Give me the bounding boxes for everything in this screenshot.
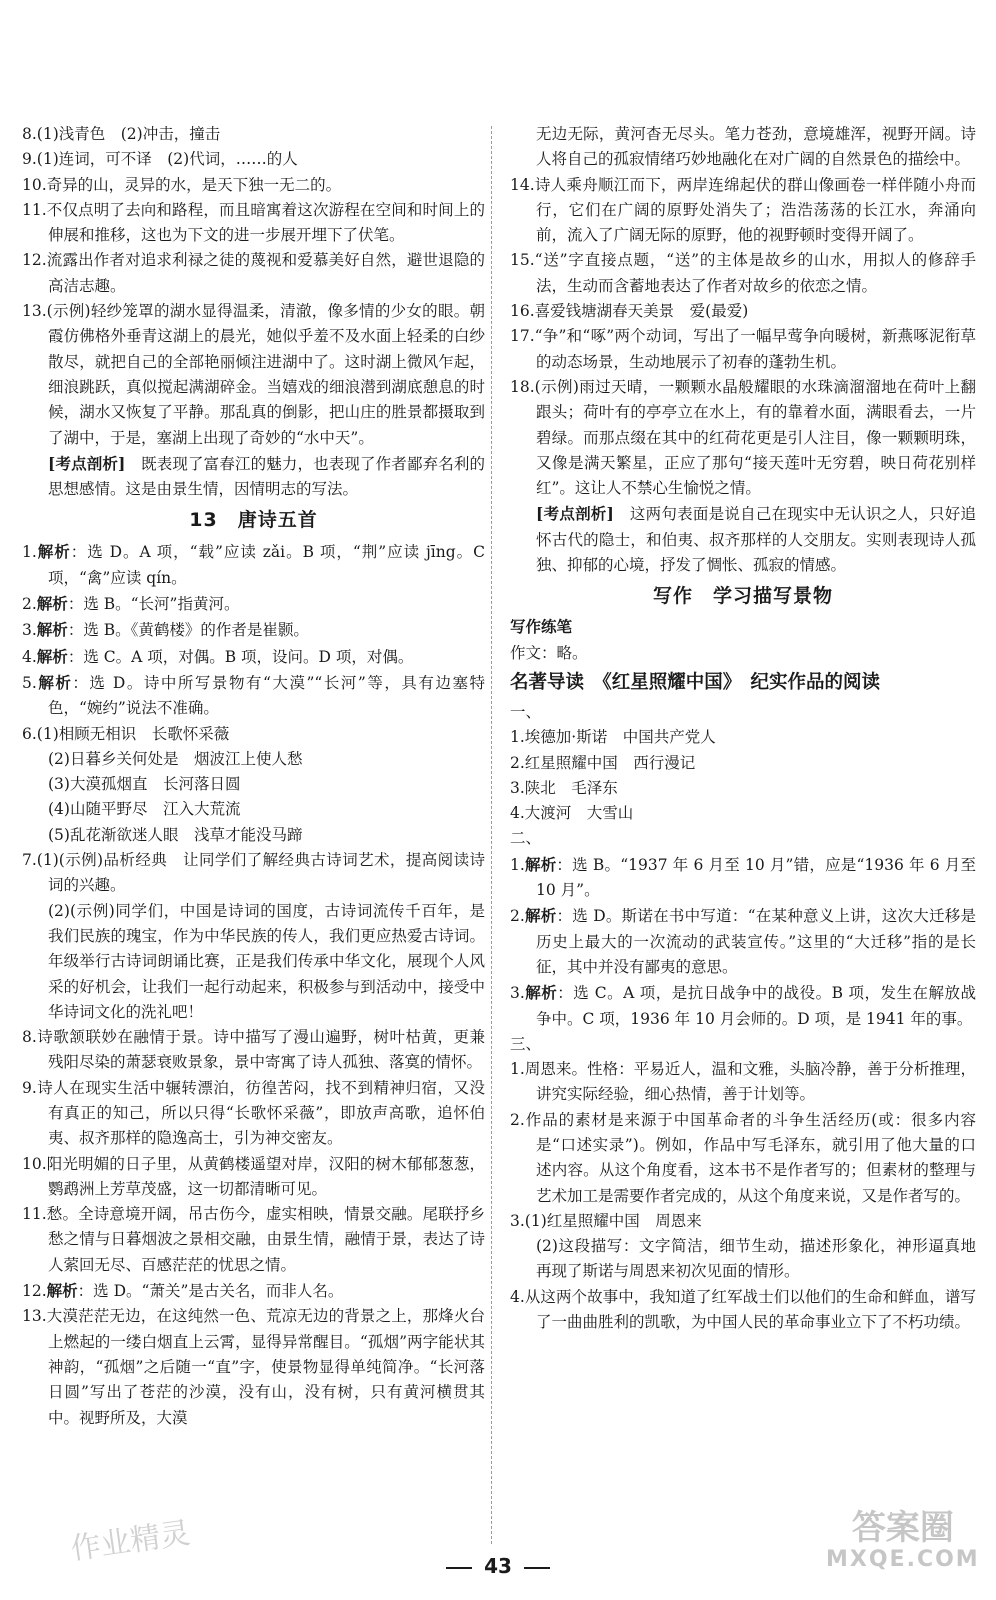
jiexi-label: 解析 bbox=[36, 620, 68, 640]
answer-item: 18.(示例)雨过天晴，一颗颗水晶般耀眼的水珠滴溜溜地在荷叶上翻跟头；荷叶有的亭亭立在水上，有的靠着水面，满眼看去，一片碧绿。而那点缀在其中的红荷花更是引人注目，像一颗颗明珠，又像是满天繁星，正应了那句“接天莲叶无穷碧，映日荷花别样红”。这让人不禁心生愉悦之情。 bbox=[510, 377, 976, 498]
item-text: ：选 D。“萧关”是古关名，而非人名。 bbox=[77, 1282, 344, 1301]
analysis-note bbox=[22, 451, 485, 503]
answer-item: 16.喜爱钱塘湖春天美景 爱(最爱) bbox=[510, 302, 749, 321]
answer-item: 2.红星照耀中国 西行漫记 bbox=[510, 753, 696, 772]
part-heading: 一、 bbox=[510, 702, 542, 721]
item-number: 2. bbox=[22, 595, 37, 614]
answer-item: 17.“争”和“啄”两个动词，写出了一幅早莺争向暖树，新燕啄泥衔草的动态场景，生动地展示了初春的蓬勃生机。 bbox=[510, 327, 976, 371]
analysis-label: [考点剖析] bbox=[48, 453, 126, 473]
section-title: 13 唐诗五首 bbox=[189, 509, 318, 532]
answer-item: 6.(1)相顾无相识 长歌怀采薇 bbox=[22, 724, 230, 743]
answer-subitem: (3)大漠孤烟直 长河落日圆 bbox=[48, 775, 241, 794]
item-number: 4. bbox=[22, 647, 37, 666]
item-text: ：选 D。诗中所写景物有“大漠”“长河”等，具有边塞特色，“婉约”说法不准确。 bbox=[48, 673, 485, 718]
answer-item: 3.陕北 毛泽东 bbox=[510, 778, 618, 797]
answer-item: 1.埃德加·斯诺 中国共产党人 bbox=[510, 728, 716, 747]
answer-item: 12.流露出作者对追求利禄之徒的蔑视和爱慕美好自然，避世退隐的高洁志趣。 bbox=[22, 251, 485, 295]
watermark-logo-url: MXQE.COM bbox=[826, 1547, 980, 1572]
answer-item: 11.不仅点明了去向和路程，而且暗寓着这次游程在空间和时间上的伸展和推移，这也为下文的进一步展开埋下了伏笔。 bbox=[22, 200, 485, 245]
answer-item: 8.诗歌颔联妙在融情于景。诗中描写了漫山遍野，树叶枯黄，更兼残阳尽染的萧瑟衰败景象，景中寄寓了诗人孤独、落寞的情怀。 bbox=[22, 1028, 485, 1072]
jiexi-label: 解析 bbox=[524, 983, 558, 1003]
answer-item: 10.奇异的山，灵异的水，是天下独一无二的。 bbox=[22, 175, 342, 194]
answer-item: 2.作品的素材是来源于中国革命者的斗争生活经历(或：很多内容是“口述实录”)。例如，作品中写毛泽东，就引用了他大量的口述内容。从这个角度看，这本书不是作者写的；但素材的整理与艺术加工是需要作者完成的，从这个角度来说，又是作者写的。 bbox=[510, 1110, 976, 1205]
answer-item: 作文：略。 bbox=[510, 643, 588, 662]
analysis-label: [考点剖析] bbox=[536, 504, 614, 524]
item-text: ：选 B。《黄鹤楼》的作者是崔颢。 bbox=[67, 621, 309, 640]
part-heading: 二、 bbox=[510, 829, 542, 848]
answer-item: 13.(示例)轻纱笼罩的湖水显得温柔，清澈，像多情的少女的眼。朝霞仿佛格外垂青这湖上的晨光，她似乎羞不及水面上轻柔的白纱散尽，就把自己的全部艳丽倾注进湖中了。这时湖上微风乍起，细浪跳跃，真似搅起满湖碎金。当嬉戏的细浪潜到湖底憩息的时候，湖水又恢复了平静。那乱真的倒影，把山庄的胜景都摄取到了湖中，于是，塞湖上出现了奇妙的“水中天”。 bbox=[22, 302, 485, 447]
item-text: ：选 B。“长河”指黄河。 bbox=[67, 595, 240, 614]
item-text: ：选 C。A 项，对偶。B 项，设问。D 项，对偶。 bbox=[67, 647, 414, 666]
page-number-dash bbox=[524, 1567, 550, 1569]
left-column bbox=[22, 122, 485, 1431]
jiexi-label: 解析 bbox=[36, 672, 73, 692]
page-number-dash bbox=[446, 1567, 472, 1569]
item-text: ：选 C。A 项，是抗日战争中的战役。B 项，发生在解放战争中。C 项，1936 年 10 月会师的。D 项，是 1941 年的事。 bbox=[536, 984, 976, 1028]
part-heading: 三、 bbox=[510, 1034, 542, 1053]
answer-item bbox=[510, 852, 976, 904]
answer-item bbox=[510, 980, 976, 1032]
answer-subitem: (5)乱花渐欲迷人眼 浅草才能没马蹄 bbox=[48, 825, 303, 844]
watermark-logo bbox=[826, 1508, 980, 1572]
item-number: 2. bbox=[510, 907, 525, 926]
right-column bbox=[510, 122, 976, 1335]
jiexi-label: 解析 bbox=[36, 594, 68, 614]
answer-item bbox=[22, 1278, 485, 1304]
answer-item: 10.阳光明媚的日子里，从黄鹤楼遥望对岸，汉阳的树木郁郁葱葱，鹦鹉洲上芳草茂盛，这一切都清晰可见。 bbox=[22, 1154, 485, 1198]
watermark-left: 作业精灵 bbox=[68, 1515, 193, 1568]
answer-item: 9.诗人在现实生活中辗转漂泊，彷徨苦闷，找不到精神归宿，又没有真正的知己，所以只得“长歌怀采薇”，即放声高歌，追怀伯夷、叔齐那样的隐逸高士，引为神交密友。 bbox=[22, 1078, 485, 1148]
answer-item: 1.周恩来。性格：平易近人，温和文雅，头脑冷静，善于分析推理，讲究实际经验，细心热情，善于计划等。 bbox=[510, 1060, 976, 1104]
answer-item: 3.(1)红星照耀中国 周恩来 bbox=[510, 1211, 702, 1230]
answer-subitem: (2)日暮乡关何处是 烟波江上使人愁 bbox=[48, 749, 303, 768]
item-number: 3. bbox=[22, 621, 37, 640]
answer-item: 8.(1)浅青色 (2)冲击，撞击 bbox=[22, 125, 221, 143]
answer-item: 9.(1)连词，可不译 (2)代词，……的人 bbox=[22, 150, 298, 169]
answer-item bbox=[22, 644, 485, 670]
analysis-note bbox=[510, 501, 976, 578]
watermark-logo-text: 答案圈 bbox=[851, 1508, 954, 1548]
answer-subitem: (2)这段描写：文字简洁，细节生动，描述形象化，神形逼真地再现了斯诺与周恩来初次见面的情形。 bbox=[536, 1237, 976, 1281]
jiexi-label: 解析 bbox=[524, 854, 557, 874]
item-number: 3. bbox=[510, 984, 525, 1003]
subsection-title: 写作练笔 bbox=[510, 618, 573, 637]
section-title: 写作 学习描写景物 bbox=[652, 585, 833, 608]
item-text: ：选 D。A 项，“载”应读 zǎi。B 项，“荆”应读 jīng。C 项，“禽”应读 qín。 bbox=[48, 543, 485, 587]
jiexi-label: 解析 bbox=[46, 1281, 78, 1301]
jiexi-label: 解析 bbox=[36, 542, 71, 562]
item-text: ：选 D。斯诺在书中写道：“在某种意义上讲，这次大迁移是历史上最大的一次流动的武装宣传。”这里的“大迁移”指的是长征，其中并没有鄙夷的意思。 bbox=[536, 907, 976, 976]
item-number: 1. bbox=[510, 855, 525, 874]
analysis-text: 既表现了富春江的魅力，也表现了作者鄙弃名利的思想感情。这是由景生情，因情明志的写法。 bbox=[48, 454, 485, 499]
item-number: 12. bbox=[22, 1282, 47, 1301]
answer-item: 15.“送”字直接点题，“送”的主体是故乡的山水，用拟人的修辞手法，生动而含蓄地表达了作者对故乡的依恋之情。 bbox=[510, 251, 976, 295]
answer-item: 7.(1)(示例)品析经典 让同学们了解经典古诗词艺术，提高阅读诗词的兴趣。 bbox=[22, 851, 485, 895]
item-number: 1. bbox=[22, 543, 37, 562]
answer-item: 11.愁。全诗意境开阔，吊古伤今，虚实相映，情景交融。尾联抒乡愁之情与日暮烟波之景相交融，由景生情，融情于景，表达了诗人萦回无尽、百感茫茫的忧思之情。 bbox=[22, 1205, 485, 1274]
answer-item: 4.从这两个故事中，我知道了红军战士们以他们的生命和鲜血，谱写了一曲曲胜利的凯歌，为中国人民的革命事业立下了不朽功绩。 bbox=[510, 1287, 976, 1332]
answer-item bbox=[22, 617, 485, 643]
column-divider bbox=[491, 126, 492, 1544]
item-text: ：选 B。“1937 年 6 月至 10 月”错，应是“1936 年 6 月至 10 月”。 bbox=[536, 855, 976, 900]
answer-subitem: (2)(示例)同学们，中国是诗词的国度，古诗词流传千百年，是我们民族的瑰宝，作为中华民族的传人，我们更应热爱古诗词。年级举行古诗词朗诵比赛，正是我们传承中华文化，展现个人风采的好机会，让我们一起行动起来，积极参与到活动中，接受中华诗词文化的洗礼吧！ bbox=[48, 901, 485, 1021]
answer-item: 4.大渡河 大雪山 bbox=[510, 804, 634, 823]
item-number: 5. bbox=[22, 673, 37, 692]
answer-continuation: 无边无际，黄河杳无尽头。笔力苍劲，意境雄浑，视野开阔。诗人将自己的孤寂情绪巧妙地融化在对广阔的自然景色的描绘中。 bbox=[536, 125, 976, 169]
jiexi-label: 解析 bbox=[36, 646, 68, 666]
answer-subitem: (4)山随平野尽 江入大荒流 bbox=[48, 800, 241, 819]
jiexi-label: 解析 bbox=[524, 906, 557, 926]
analysis-text: 这两句表面是说自己在现实中无认识之人，只好追怀古代的隐士，和伯夷、叔齐那样的人交朋友。实则表现诗人孤独、抑郁的心境，抒发了惆怅、孤寂的情感。 bbox=[536, 505, 976, 575]
answer-item bbox=[22, 591, 485, 617]
answer-item bbox=[510, 903, 976, 980]
answer-item: 14.诗人乘舟顺江而下，两岸连绵起伏的群山像画卷一样伴随小舟而行，它们在广阔的原野处消失了；浩浩荡荡的长江水，奔涌向前，流入了广阔无际的原野，他的视野顿时变得开阔了。 bbox=[510, 175, 976, 245]
answer-item bbox=[22, 539, 485, 591]
answer-item bbox=[22, 670, 485, 722]
answer-item: 13.大漠茫茫无边，在这纯然一色、荒凉无边的背景之上，那烽火台上燃起的一缕白烟直上云霄，显得异常醒目。“孤烟”两字能状其神韵，“孤烟”之后随一“直”字，使景物显得单纯简净。“长河落日圆”写出了苍茫的沙漠，没有山，没有树，只有黄河横贯其中。视野所及，大漠 bbox=[22, 1307, 485, 1427]
page-number-text: 43 bbox=[484, 1554, 512, 1578]
reading-section-title: 名著导读 《红星照耀中国》 纪实作品的阅读 bbox=[510, 671, 881, 693]
